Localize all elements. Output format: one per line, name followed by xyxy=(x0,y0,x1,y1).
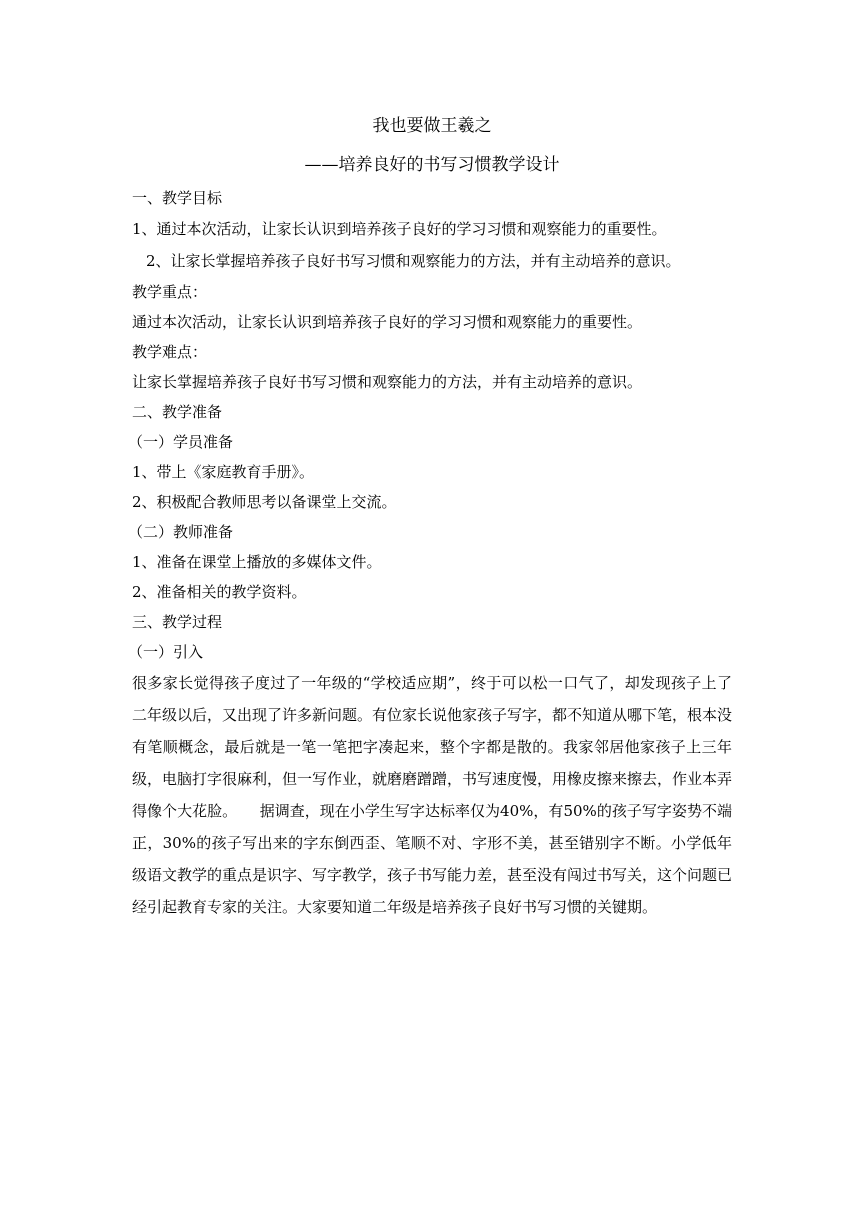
section-heading-process: 三、教学过程 xyxy=(132,613,223,631)
document-page xyxy=(128,114,733,923)
subsection-student-prep: （一）学员准备 xyxy=(128,433,234,451)
section-heading-goals: 一、教学目标 xyxy=(132,189,223,207)
teacher-prep-item-1: 1、准备在课堂上播放的多媒体文件。 xyxy=(132,553,382,571)
goal-item-1: 1、通过本次活动，让家长认识到培养孩子良好的学习习惯和观察能力的重要性。 xyxy=(132,220,667,238)
introduction-paragraph: 很多家长觉得孩子度过了一年级的“学校适应期”，终于可以松一口气了，却发现孩子上了二年级以后，又出现了许多新问题。有位家长说他家孩子写字，都不知道从哪下笔，根本没有笔顺概念，最后就是一笔一笔把字凑起来，整个字都是散的。我家邻居他家孩子上三年级，电脑打字很麻利，但一写作业，就磨磨蹭蹭，书写速度慢，用橡皮擦来擦去，作业本弄得像个大花脸。 据调查，现在小学生写字达标率仅为40%，有50%的孩子写字姿势不端正，30%的孩子写出来的字东倒西歪、笔顺不对、字形不美，甚至错别字不断。小学低年级语文教学的重点是识字、写字教学，孩子书写能力差，甚至没有闯过书写关，这个问题已经引起教育专家的关注。大家要知道二年级是培养孩子良好书写习惯的关键期。 xyxy=(132,674,733,916)
goal-item-2: 2、让家长掌握培养孩子良好书写习惯和观察能力的方法，并有主动培养的意识。 xyxy=(146,252,681,270)
document-subtitle: ——培养良好的书写习惯教学设计 xyxy=(304,155,560,175)
student-prep-item-2: 2、积极配合教师思考以备课堂上交流。 xyxy=(132,493,397,511)
key-point-label: 教学重点： xyxy=(132,283,208,301)
teacher-prep-item-2: 2、准备相关的教学资料。 xyxy=(132,583,307,601)
student-prep-item-1: 1、带上《家庭教育手册》。 xyxy=(132,463,315,481)
document-title: 我也要做王羲之 xyxy=(372,116,492,136)
key-point-text: 通过本次活动，让家长认识到培养孩子良好的学习习惯和观察能力的重要性。 xyxy=(132,313,643,331)
section-heading-preparation: 二、教学准备 xyxy=(132,403,223,421)
difficulty-label: 教学难点： xyxy=(132,343,208,361)
subsection-introduction: （一）引入 xyxy=(128,643,204,661)
subsection-teacher-prep: （二）教师准备 xyxy=(128,523,234,541)
difficulty-text: 让家长掌握培养孩子良好书写习惯和观察能力的方法，并有主动培养的意识。 xyxy=(132,373,643,391)
